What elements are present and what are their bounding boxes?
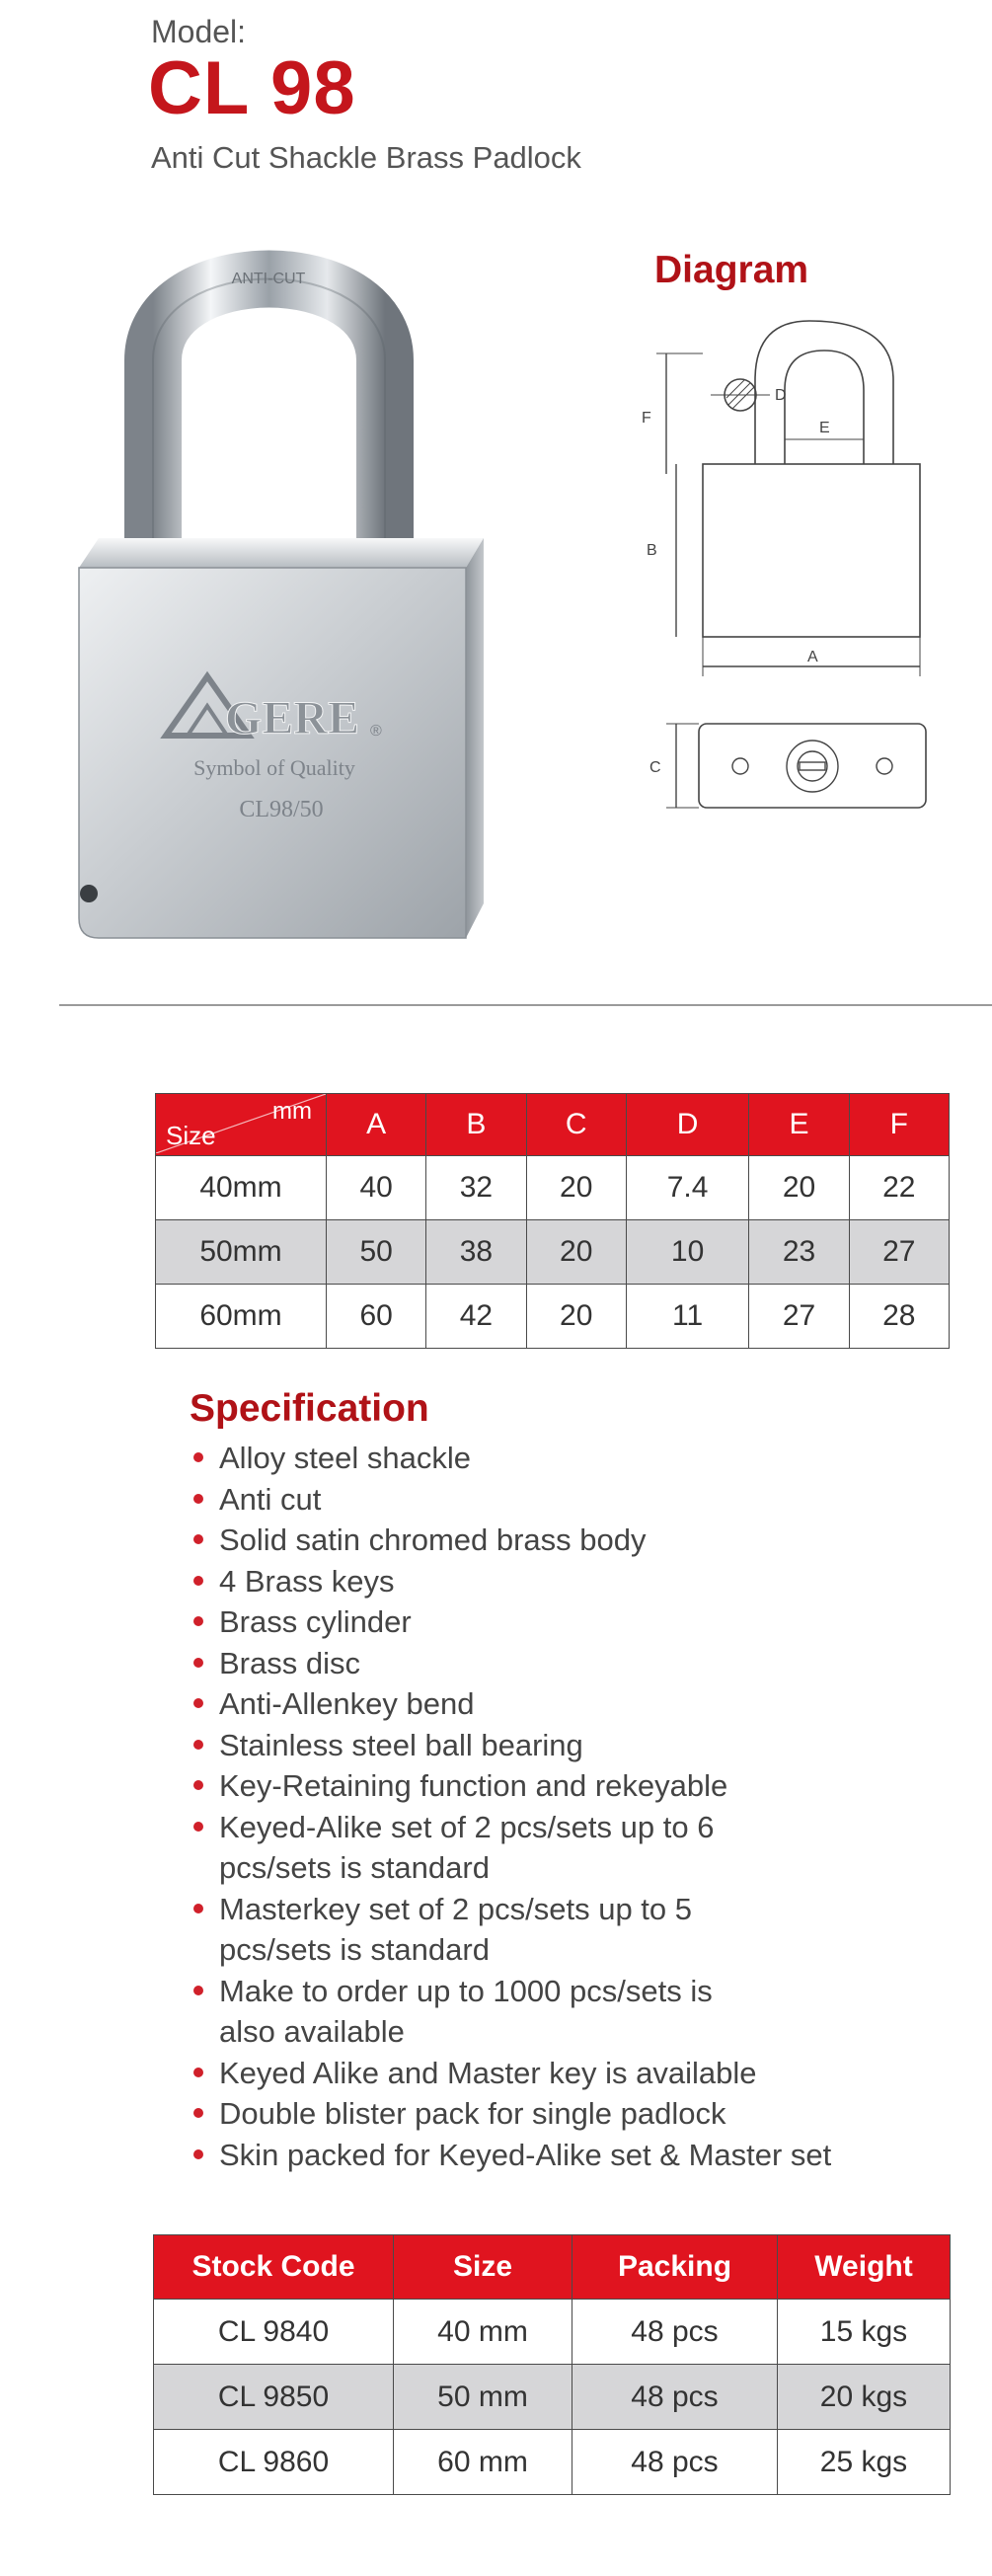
padlock-photo xyxy=(59,212,513,943)
spec-item: Keyed-Alike set of 2 pcs/sets up to 6 pcs/sets is standard xyxy=(190,1807,772,1889)
size-cell: 40mm xyxy=(156,1156,327,1220)
diagram-label-b: B xyxy=(647,542,657,559)
table-cell: 10 xyxy=(626,1220,749,1285)
column-header: D xyxy=(626,1094,749,1156)
column-header: B xyxy=(426,1094,526,1156)
column-header: F xyxy=(849,1094,949,1156)
table-row xyxy=(154,2365,951,2430)
spec-item: Brass cylinder xyxy=(190,1601,940,1643)
table-cell: 20 xyxy=(749,1156,849,1220)
section-divider xyxy=(59,1004,992,1006)
diagram-label-c: C xyxy=(649,759,661,776)
table-cell: 60 mm xyxy=(394,2430,572,2495)
specification-title: Specification xyxy=(190,1387,429,1430)
dimension-table-corner xyxy=(156,1094,327,1156)
table-cell: 48 pcs xyxy=(572,2430,778,2495)
spec-item: Alloy steel shackle xyxy=(190,1438,940,1479)
spec-item: 4 Brass keys xyxy=(190,1561,940,1602)
diagram-label-f: F xyxy=(642,410,651,427)
spec-item: Key-Retaining function and rekeyable xyxy=(190,1765,940,1807)
shackle-engraving: ANTI-CUT xyxy=(231,271,306,287)
table-cell: 48 pcs xyxy=(572,2365,778,2430)
table-cell: 42 xyxy=(426,1285,526,1349)
table-cell: 20 xyxy=(526,1220,626,1285)
column-header: Stock Code xyxy=(154,2235,394,2300)
brand-tagline: Symbol of Quality xyxy=(193,755,355,780)
table-cell: 22 xyxy=(849,1156,949,1220)
body-marking: CL98/50 xyxy=(239,797,324,822)
table-row xyxy=(154,2430,951,2495)
table-cell: 60 xyxy=(327,1285,426,1349)
size-cell: 50mm xyxy=(156,1220,327,1285)
brand-mark: ® xyxy=(370,723,382,740)
table-row xyxy=(156,1285,950,1349)
spec-item: Masterkey set of 2 pcs/sets up to 5 pcs/sets is standard xyxy=(190,1889,772,1971)
column-header: A xyxy=(327,1094,426,1156)
table-cell: 23 xyxy=(749,1220,849,1285)
table-cell: 32 xyxy=(426,1156,526,1220)
dimension-table xyxy=(155,1093,950,1349)
column-header: Size xyxy=(394,2235,572,2300)
brand-logo-text: GERE xyxy=(225,692,360,744)
diagram-label-a: A xyxy=(807,649,818,665)
table-cell: CL 9840 xyxy=(154,2300,394,2365)
column-header: E xyxy=(749,1094,849,1156)
model-title: CL 98 xyxy=(148,46,356,130)
table-row xyxy=(156,1156,950,1220)
table-cell: 25 kgs xyxy=(778,2430,951,2495)
table-cell: 48 pcs xyxy=(572,2300,778,2365)
spec-item: Stainless steel ball bearing xyxy=(190,1725,940,1766)
spec-item: Double blister pack for single padlock xyxy=(190,2093,940,2135)
size-cell: 60mm xyxy=(156,1285,327,1349)
column-header: Weight xyxy=(778,2235,951,2300)
table-cell: 38 xyxy=(426,1220,526,1285)
diagram-label-e: E xyxy=(819,420,830,436)
model-label: Model: xyxy=(151,14,247,49)
spec-item: Anti-Allenkey bend xyxy=(190,1683,940,1725)
column-header: Packing xyxy=(572,2235,778,2300)
table-cell: 7.4 xyxy=(626,1156,749,1220)
corner-unit: mm xyxy=(272,1098,312,1125)
diagram-label-d: D xyxy=(775,387,787,404)
stock-table xyxy=(153,2234,951,2495)
stock-table-header xyxy=(154,2235,951,2300)
spec-item: Keyed Alike and Master key is available xyxy=(190,2053,940,2094)
table-cell: 50 mm xyxy=(394,2365,572,2430)
dimension-table-header xyxy=(156,1094,950,1156)
dimension-diagram xyxy=(642,306,938,820)
specification-list xyxy=(190,1438,940,2175)
column-header: C xyxy=(526,1094,626,1156)
spec-item: Make to order up to 1000 pcs/sets is also available xyxy=(190,1971,772,2053)
spec-item: Anti cut xyxy=(190,1479,940,1521)
diagram-title: Diagram xyxy=(654,249,809,291)
product-subtitle: Anti Cut Shackle Brass Padlock xyxy=(151,140,581,175)
table-cell: 11 xyxy=(626,1285,749,1349)
spec-item: Brass disc xyxy=(190,1643,940,1684)
table-row xyxy=(156,1220,950,1285)
table-row xyxy=(154,2300,951,2365)
table-cell: 40 mm xyxy=(394,2300,572,2365)
table-cell: 15 kgs xyxy=(778,2300,951,2365)
spec-item: Skin packed for Keyed-Alike set & Master set xyxy=(190,2135,940,2176)
table-cell: 28 xyxy=(849,1285,949,1349)
table-cell: CL 9850 xyxy=(154,2365,394,2430)
table-cell: 27 xyxy=(849,1220,949,1285)
table-cell: CL 9860 xyxy=(154,2430,394,2495)
table-cell: 50 xyxy=(327,1220,426,1285)
table-cell: 20 xyxy=(526,1285,626,1349)
table-cell: 20 xyxy=(526,1156,626,1220)
table-cell: 27 xyxy=(749,1285,849,1349)
corner-label: Size xyxy=(166,1121,216,1150)
table-cell: 40 xyxy=(327,1156,426,1220)
spec-item: Solid satin chromed brass body xyxy=(190,1520,940,1561)
table-cell: 20 kgs xyxy=(778,2365,951,2430)
